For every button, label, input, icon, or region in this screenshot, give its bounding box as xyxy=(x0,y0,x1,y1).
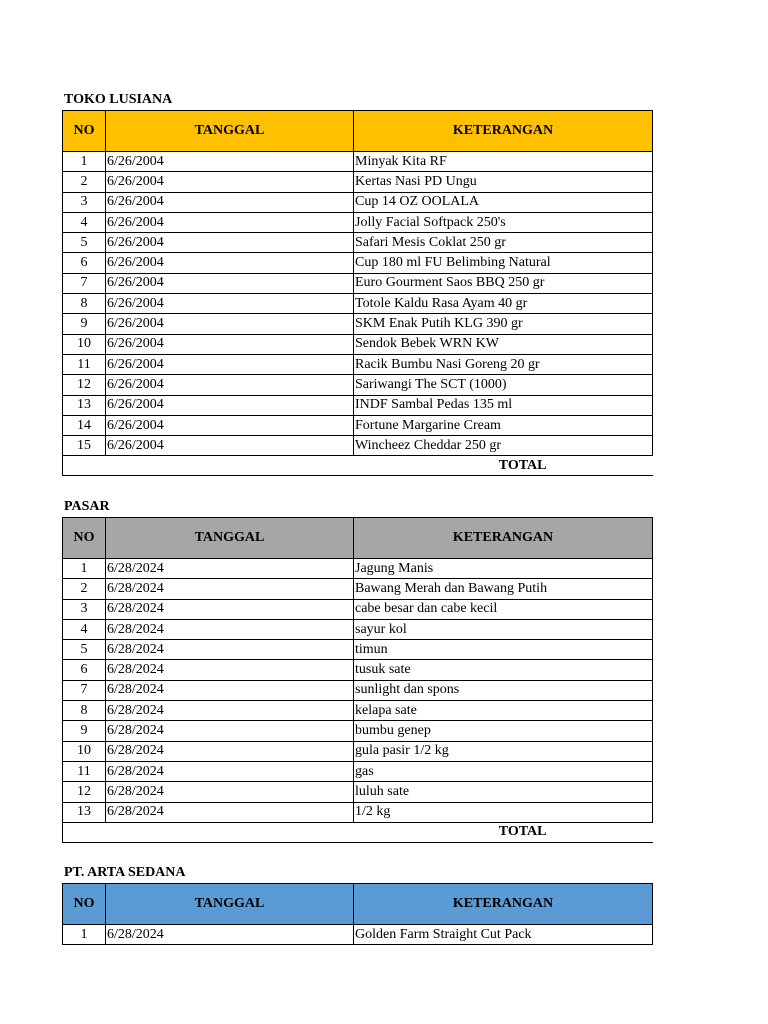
cell-no: 11 xyxy=(63,354,106,374)
cell-keterangan: Racik Bumbu Nasi Goreng 20 gr xyxy=(354,354,653,374)
cell-keterangan: luluh sate xyxy=(354,782,653,802)
cell-tanggal: 6/28/2024 xyxy=(106,925,354,945)
total-label: TOTAL xyxy=(63,822,653,842)
cell-keterangan: bumbu genep xyxy=(354,721,653,741)
cell-keterangan: Jolly Facial Softpack 250's xyxy=(354,212,653,232)
cell-tanggal: 6/28/2024 xyxy=(106,599,354,619)
cell-keterangan: kelapa sate xyxy=(354,701,653,721)
cell-keterangan: Euro Gourment Saos BBQ 250 gr xyxy=(354,273,653,293)
purchase-table xyxy=(62,110,653,476)
table-row xyxy=(63,192,653,212)
cell-tanggal: 6/26/2004 xyxy=(106,253,354,273)
table-row xyxy=(63,314,653,334)
cell-tanggal: 6/26/2004 xyxy=(106,192,354,212)
cell-tanggal: 6/26/2004 xyxy=(106,294,354,314)
total-row xyxy=(63,456,653,476)
section-title: PT. ARTA SEDANA xyxy=(64,865,186,880)
cell-tanggal: 6/26/2004 xyxy=(106,314,354,334)
cell-no: 7 xyxy=(63,273,106,293)
cell-keterangan: Safari Mesis Coklat 250 gr xyxy=(354,233,653,253)
cell-keterangan: Minyak Kita RF xyxy=(354,152,653,172)
header-no: NO xyxy=(63,518,106,559)
table-row xyxy=(63,721,653,741)
header-no: NO xyxy=(63,884,106,925)
table-row xyxy=(63,579,653,599)
table-row xyxy=(63,619,653,639)
cell-no: 13 xyxy=(63,802,106,822)
cell-tanggal: 6/28/2024 xyxy=(106,802,354,822)
table-header-row xyxy=(63,518,653,559)
cell-keterangan: 1/2 kg xyxy=(354,802,653,822)
cell-keterangan: Sendok Bebek WRN KW xyxy=(354,334,653,354)
table-row xyxy=(63,436,653,456)
cell-no: 1 xyxy=(63,925,106,945)
header-keterangan: KETERANGAN xyxy=(354,111,653,152)
cell-keterangan: Jagung Manis xyxy=(354,559,653,579)
table-row xyxy=(63,152,653,172)
table-row xyxy=(63,334,653,354)
table-row xyxy=(63,354,653,374)
section-toko-lusiana xyxy=(62,93,652,476)
section-title: PASAR xyxy=(64,499,110,514)
cell-tanggal: 6/26/2004 xyxy=(106,395,354,415)
table-header-row xyxy=(63,884,653,925)
cell-keterangan: Fortune Margarine Cream xyxy=(354,415,653,435)
table-row xyxy=(63,375,653,395)
table-row xyxy=(63,925,653,945)
table-row xyxy=(63,782,653,802)
cell-no: 1 xyxy=(63,559,106,579)
cell-no: 8 xyxy=(63,701,106,721)
cell-no: 12 xyxy=(63,782,106,802)
purchase-table xyxy=(62,883,653,945)
table-row xyxy=(63,640,653,660)
cell-tanggal: 6/28/2024 xyxy=(106,721,354,741)
cell-no: 4 xyxy=(63,212,106,232)
total-label: TOTAL xyxy=(63,456,653,476)
table-header-row xyxy=(63,111,653,152)
cell-tanggal: 6/26/2004 xyxy=(106,354,354,374)
cell-keterangan: Bawang Merah dan Bawang Putih xyxy=(354,579,653,599)
cell-no: 8 xyxy=(63,294,106,314)
cell-no: 15 xyxy=(63,436,106,456)
cell-tanggal: 6/28/2024 xyxy=(106,559,354,579)
table-row xyxy=(63,802,653,822)
cell-tanggal: 6/26/2004 xyxy=(106,375,354,395)
cell-no: 6 xyxy=(63,660,106,680)
table-row xyxy=(63,741,653,761)
cell-tanggal: 6/26/2004 xyxy=(106,152,354,172)
cell-keterangan: cabe besar dan cabe kecil xyxy=(354,599,653,619)
section-title: TOKO LUSIANA xyxy=(64,92,173,107)
table-row xyxy=(63,253,653,273)
cell-keterangan: Sariwangi The SCT (1000) xyxy=(354,375,653,395)
cell-no: 11 xyxy=(63,761,106,781)
table-body xyxy=(63,559,653,823)
cell-keterangan: INDF Sambal Pedas 135 ml xyxy=(354,395,653,415)
cell-tanggal: 6/26/2004 xyxy=(106,436,354,456)
cell-no: 7 xyxy=(63,680,106,700)
cell-tanggal: 6/26/2004 xyxy=(106,212,354,232)
total-row xyxy=(63,822,653,842)
cell-no: 3 xyxy=(63,192,106,212)
cell-no: 10 xyxy=(63,334,106,354)
cell-keterangan: Kertas Nasi PD Ungu xyxy=(354,172,653,192)
table-row xyxy=(63,395,653,415)
cell-no: 1 xyxy=(63,152,106,172)
cell-tanggal: 6/26/2004 xyxy=(106,334,354,354)
cell-no: 12 xyxy=(63,375,106,395)
cell-keterangan: gas xyxy=(354,761,653,781)
cell-no: 9 xyxy=(63,314,106,334)
cell-keterangan: gula pasir 1/2 kg xyxy=(354,741,653,761)
cell-tanggal: 6/28/2024 xyxy=(106,741,354,761)
cell-tanggal: 6/28/2024 xyxy=(106,701,354,721)
table-body xyxy=(63,152,653,456)
table-row xyxy=(63,273,653,293)
cell-keterangan: SKM Enak Putih KLG 390 gr xyxy=(354,314,653,334)
table-row xyxy=(63,172,653,192)
cell-no: 6 xyxy=(63,253,106,273)
table-row xyxy=(63,294,653,314)
header-keterangan: KETERANGAN xyxy=(354,884,653,925)
cell-keterangan: timun xyxy=(354,640,653,660)
header-tanggal: TANGGAL xyxy=(106,884,354,925)
header-no: NO xyxy=(63,111,106,152)
cell-no: 4 xyxy=(63,619,106,639)
cell-no: 9 xyxy=(63,721,106,741)
table-row xyxy=(63,559,653,579)
cell-keterangan: tusuk sate xyxy=(354,660,653,680)
cell-no: 2 xyxy=(63,579,106,599)
header-keterangan: KETERANGAN xyxy=(354,518,653,559)
cell-tanggal: 6/26/2004 xyxy=(106,273,354,293)
cell-no: 14 xyxy=(63,415,106,435)
table-body xyxy=(63,925,653,945)
cell-no: 3 xyxy=(63,599,106,619)
table-row xyxy=(63,599,653,619)
header-tanggal: TANGGAL xyxy=(106,518,354,559)
cell-tanggal: 6/28/2024 xyxy=(106,782,354,802)
cell-tanggal: 6/28/2024 xyxy=(106,579,354,599)
header-tanggal: TANGGAL xyxy=(106,111,354,152)
cell-keterangan: Cup 14 OZ OOLALA xyxy=(354,192,653,212)
purchase-table xyxy=(62,517,653,843)
table-row xyxy=(63,660,653,680)
table-row xyxy=(63,680,653,700)
cell-tanggal: 6/28/2024 xyxy=(106,761,354,781)
cell-tanggal: 6/28/2024 xyxy=(106,660,354,680)
cell-keterangan: sayur kol xyxy=(354,619,653,639)
section-pt-arta-sedana xyxy=(62,866,652,945)
cell-keterangan: Golden Farm Straight Cut Pack xyxy=(354,925,653,945)
cell-tanggal: 6/26/2004 xyxy=(106,172,354,192)
cell-no: 2 xyxy=(63,172,106,192)
cell-no: 10 xyxy=(63,741,106,761)
table-row xyxy=(63,415,653,435)
cell-tanggal: 6/28/2024 xyxy=(106,619,354,639)
cell-no: 13 xyxy=(63,395,106,415)
table-row xyxy=(63,701,653,721)
cell-keterangan: Cup 180 ml FU Belimbing Natural xyxy=(354,253,653,273)
cell-tanggal: 6/28/2024 xyxy=(106,640,354,660)
cell-tanggal: 6/26/2004 xyxy=(106,415,354,435)
cell-keterangan: sunlight dan spons xyxy=(354,680,653,700)
cell-no: 5 xyxy=(63,233,106,253)
cell-tanggal: 6/26/2004 xyxy=(106,233,354,253)
cell-keterangan: Wincheez Cheddar 250 gr xyxy=(354,436,653,456)
cell-tanggal: 6/28/2024 xyxy=(106,680,354,700)
section-pasar xyxy=(62,500,652,843)
table-row xyxy=(63,761,653,781)
table-row xyxy=(63,212,653,232)
cell-keterangan: Totole Kaldu Rasa Ayam 40 gr xyxy=(354,294,653,314)
cell-no: 5 xyxy=(63,640,106,660)
table-row xyxy=(63,233,653,253)
